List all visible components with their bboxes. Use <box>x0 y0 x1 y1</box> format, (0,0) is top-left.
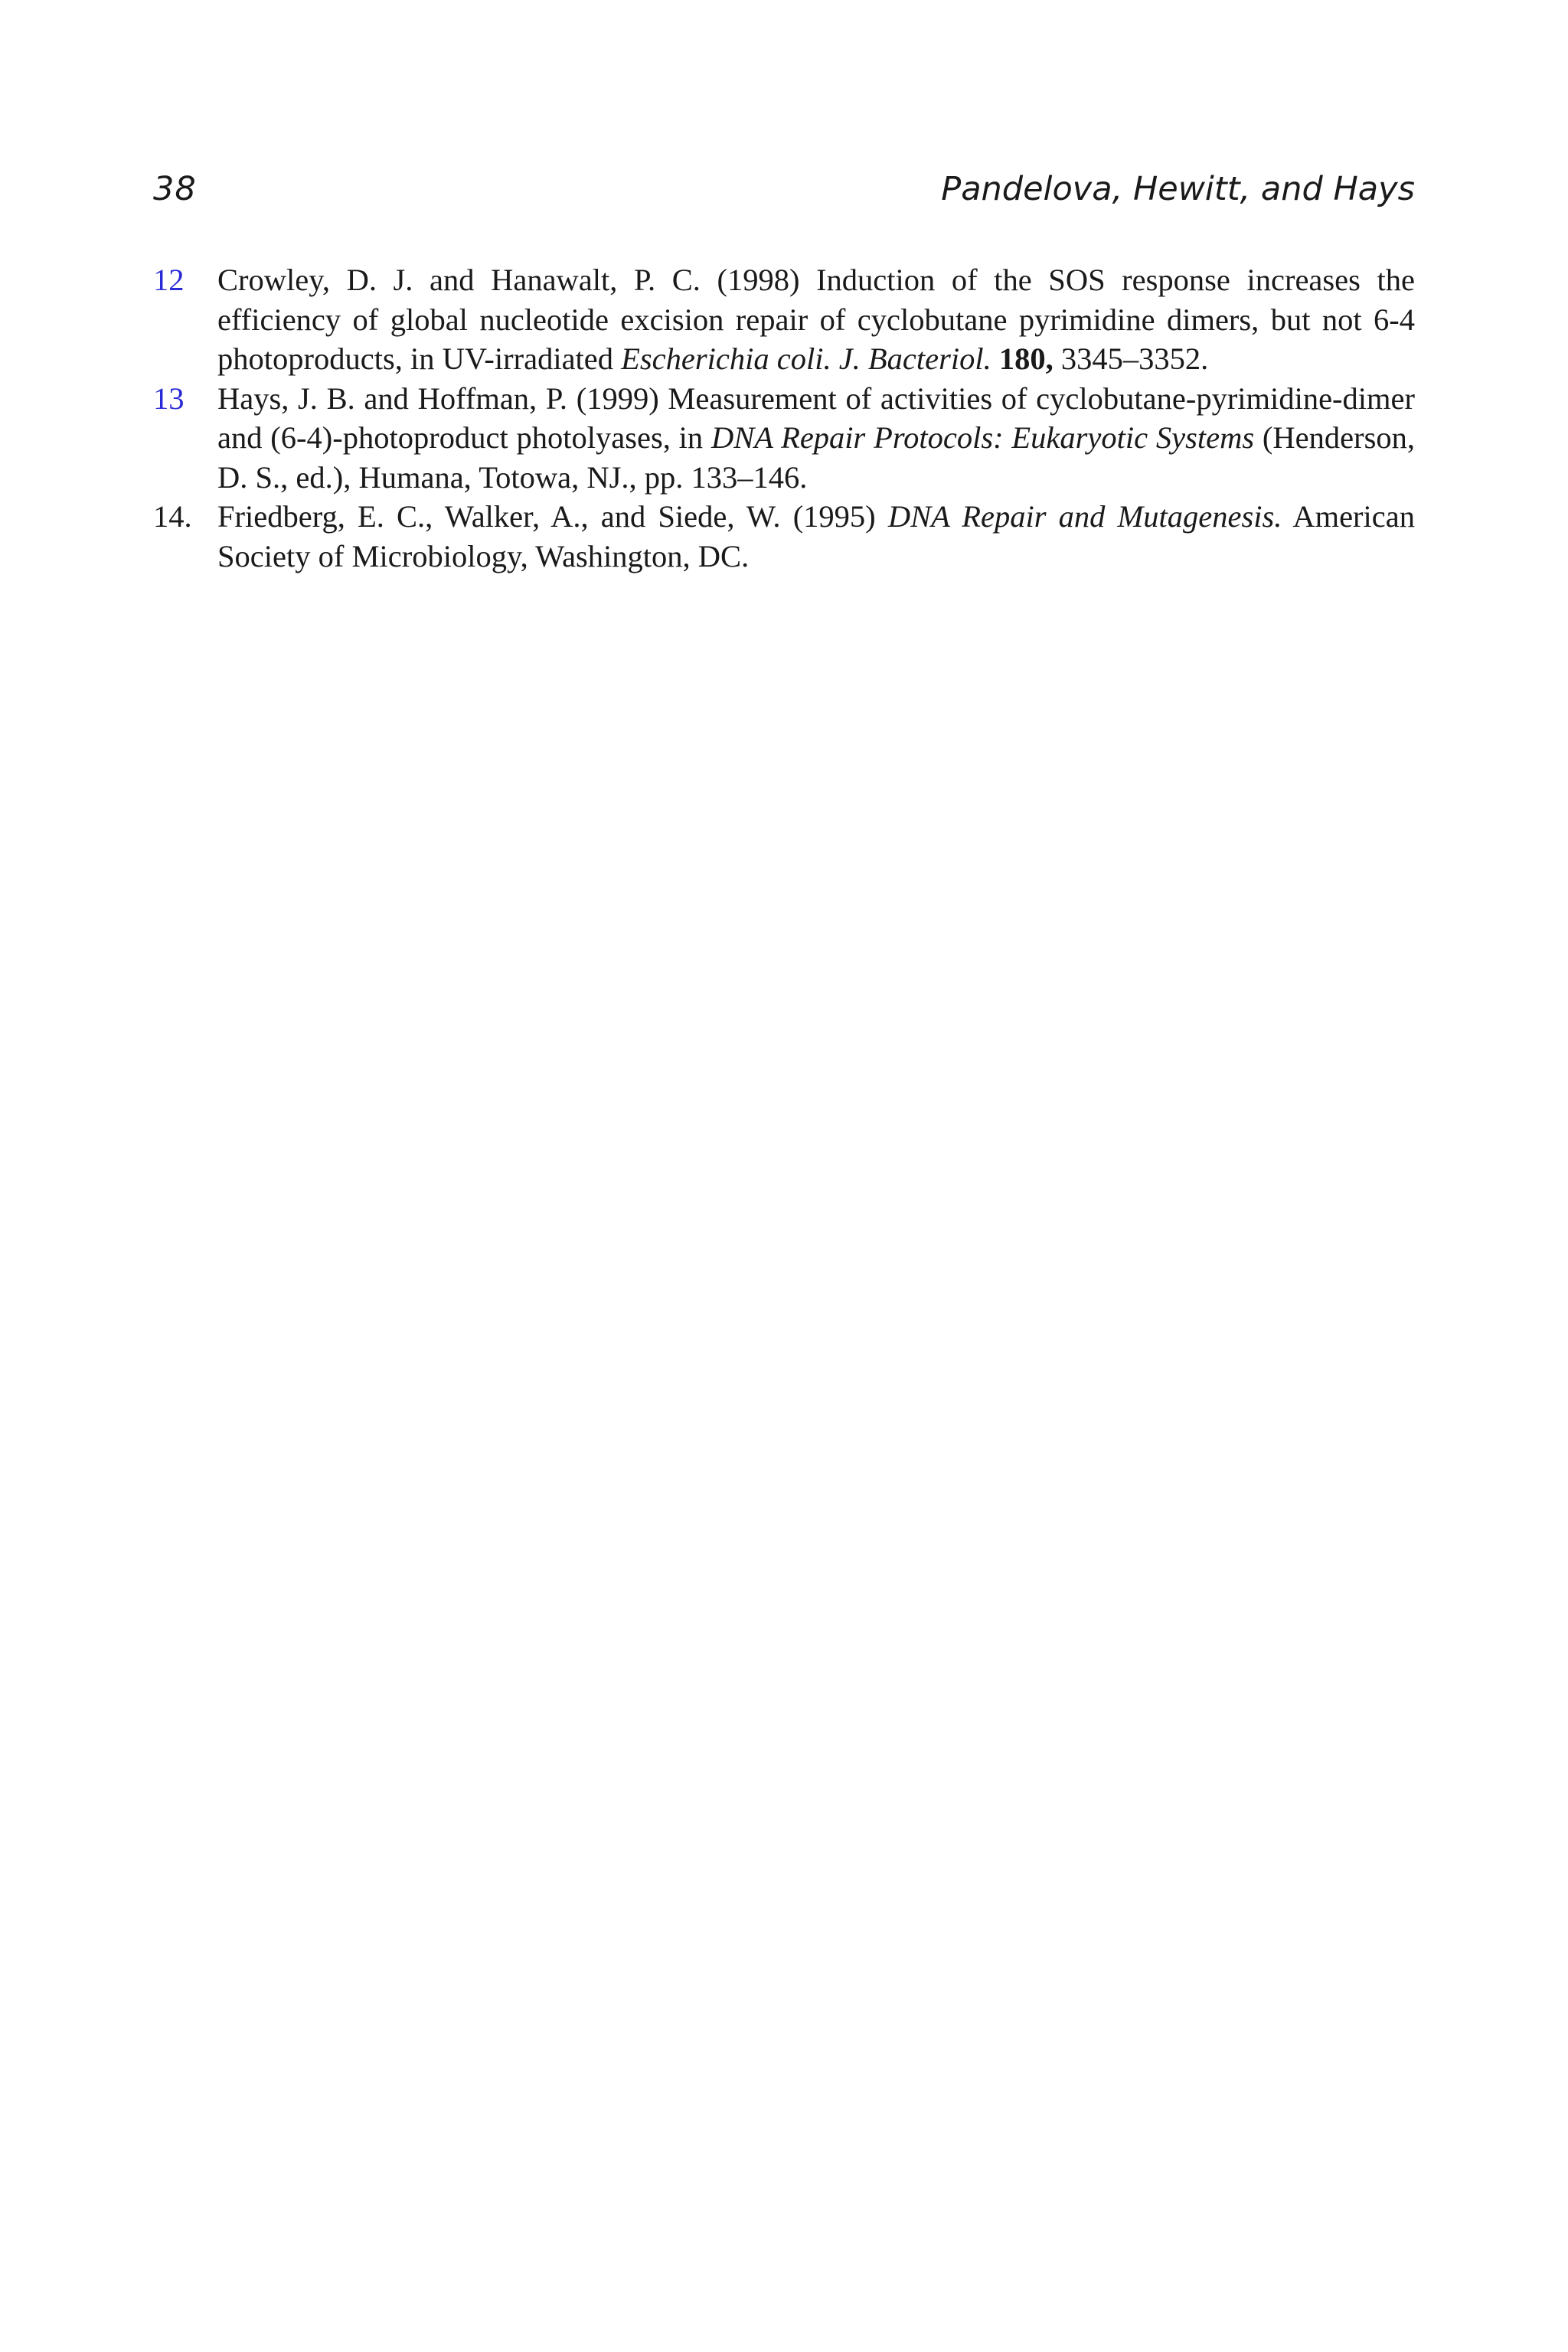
page-range: 3345–3352. <box>1053 341 1209 376</box>
reference-text-part: Friedberg, E. C., Walker, A., and Siede, W. (1995) <box>217 499 888 534</box>
book-title: DNA Repair Protocols: Eukaryotic Systems <box>711 420 1255 455</box>
reference-text-part: Hays, J. B. and Hoffman, P. (1999) Measurement of activities of cyclobutane-pyrimidine-dimer and (6-4)-photoproduct photolyases, in <box>217 381 1415 455</box>
reference-text-part: American Society of Microbiology, Washington, DC. <box>217 499 1415 573</box>
reference-text-part: (Henderson, D. S., ed.), Humana, Totowa, NJ., pp. 133–146. <box>217 420 1415 495</box>
volume-number: 180, <box>998 341 1054 376</box>
reference-number: 14. <box>153 499 192 534</box>
reference-text <box>217 499 1415 573</box>
journal-title: Escherichia coli. J. Bacteriol. <box>621 341 991 376</box>
reference-number-link[interactable]: 13 <box>153 381 185 416</box>
running-title: Pandelova, Hewitt, and Hays <box>941 170 1415 208</box>
reference-text-part: Crowley, D. J. and Hanawalt, P. C. (1998) Induction of the SOS response increases the efficiency of global nucleotide excision repair of cyclobutane pyrimidine dimers, but not 6-4 photoproducts, in UV-irradiated <box>217 263 1415 376</box>
reference-number-link[interactable]: 12 <box>153 263 185 297</box>
running-header <box>153 170 1415 216</box>
reference-text <box>217 381 1415 495</box>
page-number: 38 <box>153 170 197 208</box>
reference-item-13 <box>153 379 1415 498</box>
reference-text-part <box>991 341 999 376</box>
reference-item-12 <box>153 260 1415 379</box>
reference-item-14 <box>153 497 1415 576</box>
book-title: DNA Repair and Mutagenesis. <box>887 499 1282 534</box>
reference-text <box>217 263 1415 376</box>
reference-list <box>153 260 1415 576</box>
